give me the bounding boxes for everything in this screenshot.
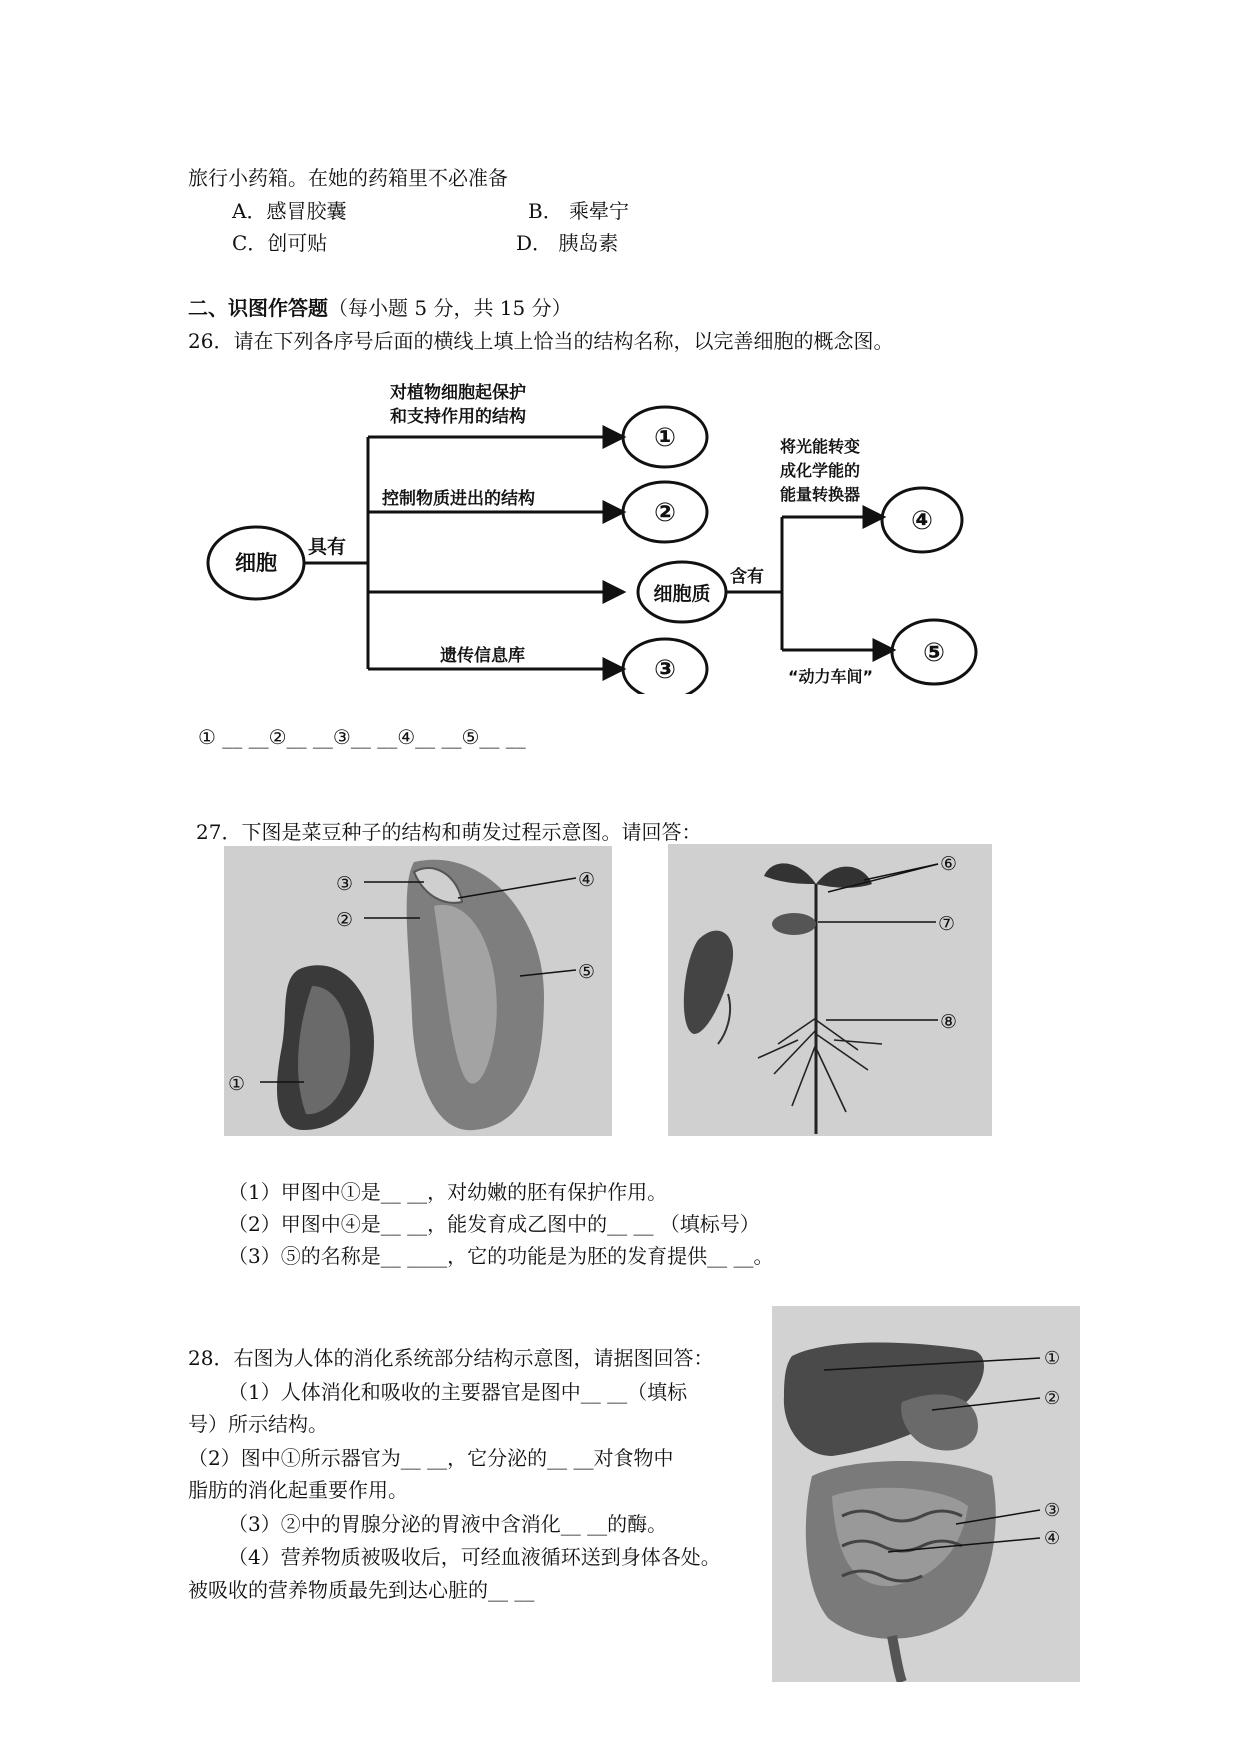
- node-2-label: ②: [653, 498, 677, 528]
- seedling-photo: [668, 844, 992, 1136]
- energy-label-1: 将光能转变: [780, 437, 861, 456]
- energy-label-3: 能量转换器: [780, 485, 861, 504]
- q28-sub2-line2: 脂肪的消化起重要作用。: [188, 1478, 408, 1502]
- q25-option-d: D． 胰岛素: [516, 231, 619, 255]
- protect-label-2: 和支持作用的结构: [390, 407, 526, 427]
- q28-sub3: （3）②中的胃腺分泌的胃液中含消化__ __的酶。: [228, 1512, 668, 1536]
- bean-seed-drawing: [224, 846, 612, 1136]
- digestive-label-4: ④: [1044, 1528, 1061, 1549]
- q27-sub2: （2）甲图中④是__ __，能发育成乙图中的__ __ （填标号）: [228, 1212, 760, 1236]
- q28-question: 28．右图为人体的消化系统部分结构示意图，请据图回答：: [188, 1346, 714, 1370]
- section-note: （每小题 5 分，共 15 分）: [328, 296, 572, 320]
- control-label: 控制物质进出的结构: [382, 489, 535, 509]
- q25-tail-text: 旅行小药箱。在她的药箱里不必准备: [188, 166, 508, 190]
- q27-question: 27．下图是菜豆种子的结构和萌发过程示意图。请回答：: [196, 820, 702, 844]
- seed-label-4: ④: [578, 869, 596, 891]
- seed-label-5: ⑤: [578, 961, 596, 983]
- q26-question: 26．请在下列各序号后面的横线上填上恰当的结构名称，以完善细胞的概念图。: [188, 329, 894, 353]
- digestive-system-photo: [772, 1306, 1080, 1682]
- cell-label: 细胞: [235, 551, 277, 575]
- section-heading: [188, 296, 572, 320]
- power-label: “动力车间”: [788, 667, 874, 686]
- seedling-drawing: [668, 844, 992, 1136]
- q28-sub4-line1: （4）营养物质被吸收后，可经血液循环送到身体各处。: [228, 1545, 721, 1569]
- cell-concept-map: [204, 372, 1020, 694]
- q27-sub1: （1）甲图中①是__ __，对幼嫩的胚有保护作用。: [228, 1180, 668, 1204]
- energy-label-2: 成化学能的: [780, 461, 861, 480]
- section-title: 二、识图作答题: [188, 296, 328, 320]
- q27-sub3: （3）⑤的名称是__ ____，它的功能是为胚的发育提供__ __。: [228, 1244, 774, 1268]
- digestive-label-2: ②: [1044, 1388, 1061, 1409]
- q25-option-b: B． 乘晕宁: [528, 199, 630, 223]
- seedling-label-7: ⑦: [938, 913, 956, 935]
- genetic-label: 遗传信息库: [440, 646, 525, 666]
- cell-concept-diagram: [204, 372, 1020, 694]
- bean-seed-photo: [224, 846, 612, 1136]
- node-3-label: ③: [653, 655, 677, 685]
- digestive-label-3: ③: [1044, 1500, 1061, 1521]
- has-label: 具有: [308, 536, 347, 558]
- q26-answer-line: ① __ __②__ __③__ __④__ __⑤__ __: [198, 725, 526, 749]
- contains-label: 含有: [730, 567, 764, 587]
- digestive-label-1: ①: [1044, 1348, 1061, 1369]
- q28-sub4-line2: 被吸收的营养物质最先到达心脏的__ __: [188, 1578, 535, 1602]
- digestive-system-drawing: [772, 1306, 1080, 1682]
- cytoplasm-label: 细胞质: [653, 583, 711, 605]
- seed-label-1: ①: [228, 1073, 246, 1095]
- node-4-label: ④: [910, 506, 934, 536]
- seed-label-2: ②: [336, 909, 354, 931]
- q28-sub2-line1: （2）图中①所示器官为__ __，它分泌的__ __对食物中: [188, 1446, 674, 1470]
- q28-sub1-line2: 号）所示结构。: [188, 1412, 328, 1436]
- protect-label-1: 对植物细胞起保护: [390, 383, 526, 403]
- seed-label-3: ③: [336, 873, 354, 895]
- q28-sub1-line1: （1）人体消化和吸收的主要器官是图中__ __（填标: [228, 1380, 688, 1404]
- q25-option-a: A．感冒胶囊: [232, 199, 347, 223]
- seedling-label-6: ⑥: [940, 853, 958, 875]
- seedling-label-8: ⑧: [940, 1011, 958, 1033]
- q25-option-c: C．创可贴: [232, 231, 328, 255]
- node-5-label: ⑤: [922, 638, 946, 668]
- node-1-label: ①: [653, 423, 677, 453]
